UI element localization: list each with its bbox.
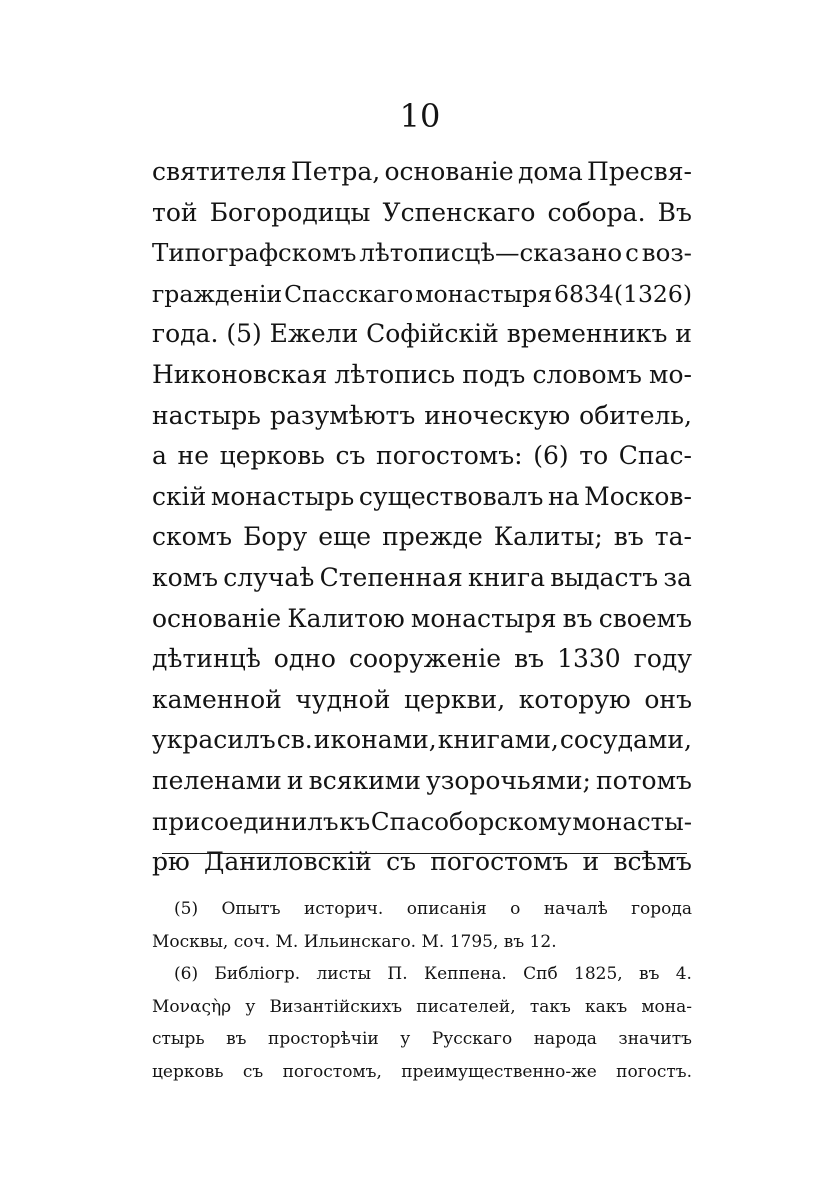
word: Ежели (269, 319, 359, 349)
word: съ (335, 441, 366, 471)
word: церкви, (403, 684, 506, 714)
word: сооруженіе (348, 644, 502, 674)
text-line (152, 436, 692, 477)
word: лѣтописцѣ—сказано (359, 238, 623, 268)
word: той (152, 197, 198, 227)
word: погостомъ: (376, 441, 523, 471)
text-line (152, 720, 692, 761)
word: (6) (533, 441, 569, 471)
word: онъ (644, 684, 692, 714)
footnote-line (152, 991, 692, 1024)
word: Кеппена. (423, 964, 507, 984)
word: (5) (226, 319, 262, 349)
word: 1825, (574, 964, 623, 984)
word: та- (654, 522, 692, 552)
text-line (152, 558, 692, 599)
word: настырь (152, 400, 261, 430)
word: церковь (219, 441, 325, 471)
word: погостъ. (616, 1061, 692, 1082)
word: монастыря (415, 279, 553, 308)
word: погостомъ (430, 847, 569, 877)
word: о (510, 899, 521, 919)
footnote-line (152, 958, 692, 991)
word: своемъ (598, 603, 692, 633)
word: св. (276, 725, 313, 755)
word: въ (562, 603, 593, 633)
word: Библіогр. (214, 964, 301, 984)
text-line (152, 274, 692, 315)
word: словомъ (532, 359, 642, 389)
word: украсилъ (152, 725, 276, 755)
word: (5) (174, 899, 199, 919)
main-text (152, 152, 692, 883)
word: Софійскій (366, 319, 499, 349)
word: святителя (152, 157, 287, 186)
footnotes (152, 893, 692, 1088)
word: гражденіи (152, 279, 283, 308)
text-line (152, 396, 692, 437)
word: историч. (303, 899, 384, 919)
word: Степенная (319, 562, 463, 592)
footnote-separator (162, 853, 687, 854)
word: въ (226, 1029, 247, 1049)
word: Богородицы (209, 197, 371, 227)
word: подъ (462, 359, 526, 389)
word: прежде (382, 522, 483, 552)
word: Калитою (287, 603, 405, 633)
text-line (152, 761, 692, 802)
word: къ (339, 806, 371, 836)
word: то (579, 441, 609, 471)
text-line (152, 802, 692, 843)
word: Спасоборскому (370, 806, 572, 836)
text-line (152, 355, 692, 396)
word: монасты- (572, 806, 692, 836)
word: значитъ (618, 1029, 692, 1049)
word: воз- (641, 238, 692, 268)
word: узорочьями; (426, 765, 591, 795)
word: разумѣютъ (269, 400, 416, 430)
text-line (152, 842, 692, 883)
text-line (152, 193, 692, 234)
word: иноческую (424, 400, 571, 430)
word: основаніе (384, 157, 514, 186)
word: дѣтинцѣ (152, 644, 261, 674)
word: основаніе (152, 603, 282, 633)
word: сосудами, (559, 725, 692, 755)
word: преимущественно-же (401, 1061, 597, 1082)
text-line (152, 599, 692, 640)
word: Никоновская (152, 359, 328, 389)
word: описанія (406, 899, 487, 919)
word: обитель, (579, 400, 692, 430)
footnote-line (152, 893, 692, 926)
word: книга (468, 562, 545, 592)
text-line (152, 477, 692, 518)
word: у (245, 996, 256, 1017)
word: Μοναςὴρ (152, 996, 232, 1017)
word: с (625, 238, 639, 268)
word: скомъ (152, 522, 233, 552)
word: всѣмъ (613, 847, 692, 877)
word: Византійскихъ (269, 996, 403, 1017)
text-line (152, 314, 692, 355)
word: мо- (649, 359, 692, 389)
word: лѣтопись (334, 359, 456, 389)
word: 1330 (557, 644, 621, 674)
word: собора. (547, 197, 646, 227)
word: комъ (152, 562, 219, 592)
word: Петра, (290, 157, 381, 186)
word: Спасскаго (284, 279, 414, 308)
word: Калиты; (493, 522, 603, 552)
text-line (152, 680, 692, 721)
word: П. (387, 964, 408, 984)
word: присоединилъ (152, 806, 339, 836)
word: за (663, 562, 692, 592)
word: Бору (243, 522, 308, 552)
word: потомъ (596, 765, 692, 795)
word: народа (533, 1029, 597, 1049)
word: и (582, 847, 600, 877)
word: мона- (641, 996, 692, 1017)
word: въ (613, 522, 644, 552)
footnote-line: Москвы, соч. М. Ильинскаго. М. 1795, въ 12. (152, 931, 557, 952)
word: году (633, 644, 692, 674)
word: иконами, (313, 725, 437, 755)
word: какъ (584, 996, 628, 1017)
word: Русскаго (431, 1029, 513, 1049)
word: просторѣчіи (268, 1029, 379, 1049)
word: у (400, 1029, 411, 1049)
word: дома (517, 157, 583, 186)
word: случаѣ (223, 562, 315, 592)
word: въ (639, 964, 660, 984)
text-line (152, 152, 692, 193)
word: каменной (152, 684, 282, 714)
text-line (152, 233, 692, 274)
word: Успенскаго (382, 197, 536, 227)
word: Москов- (584, 481, 692, 511)
word: монастырь (210, 481, 355, 511)
word: церковь (152, 1061, 224, 1082)
word: Въ (657, 197, 692, 227)
word: монастыря (410, 603, 557, 633)
word: Опытъ (221, 899, 281, 919)
word: стырь (152, 1029, 205, 1049)
footnote-line (152, 1023, 692, 1056)
word: скій (152, 481, 207, 511)
word: года. (152, 319, 219, 349)
word: Спас- (618, 441, 692, 471)
word: города (631, 899, 692, 919)
word: Даниловскій (204, 847, 372, 877)
word: 4. (675, 964, 692, 984)
word: книгами, (437, 725, 559, 755)
word: рю (152, 847, 190, 877)
text-line (152, 517, 692, 558)
word: 6834(1326) (554, 279, 692, 308)
footnote-line (152, 1056, 692, 1089)
word: временникъ (506, 319, 668, 349)
word: а (152, 441, 167, 471)
word: въ (514, 644, 545, 674)
word: Спб (523, 964, 558, 984)
word: выдастъ (550, 562, 659, 592)
word: которую (518, 684, 631, 714)
word: не (177, 441, 209, 471)
word: всякими (308, 765, 421, 795)
word: существовалъ (358, 481, 544, 511)
word: (6) (174, 964, 199, 984)
word: погостомъ, (282, 1061, 382, 1082)
word: Типографскомъ (152, 238, 357, 268)
page-number: 10 (399, 97, 441, 135)
text-line (152, 639, 692, 680)
word: и (286, 765, 304, 795)
word: чудной (295, 684, 391, 714)
word: писателей, (416, 996, 516, 1017)
word: съ (242, 1061, 264, 1082)
word: листы (316, 964, 372, 984)
word: съ (386, 847, 416, 877)
word: Пресвя- (587, 157, 692, 186)
word: пеленами (152, 765, 282, 795)
word: еще (318, 522, 372, 552)
word: началѣ (543, 899, 608, 919)
word: на (547, 481, 580, 511)
word: и (675, 319, 692, 349)
word: одно (273, 644, 336, 674)
word: такъ (529, 996, 571, 1017)
